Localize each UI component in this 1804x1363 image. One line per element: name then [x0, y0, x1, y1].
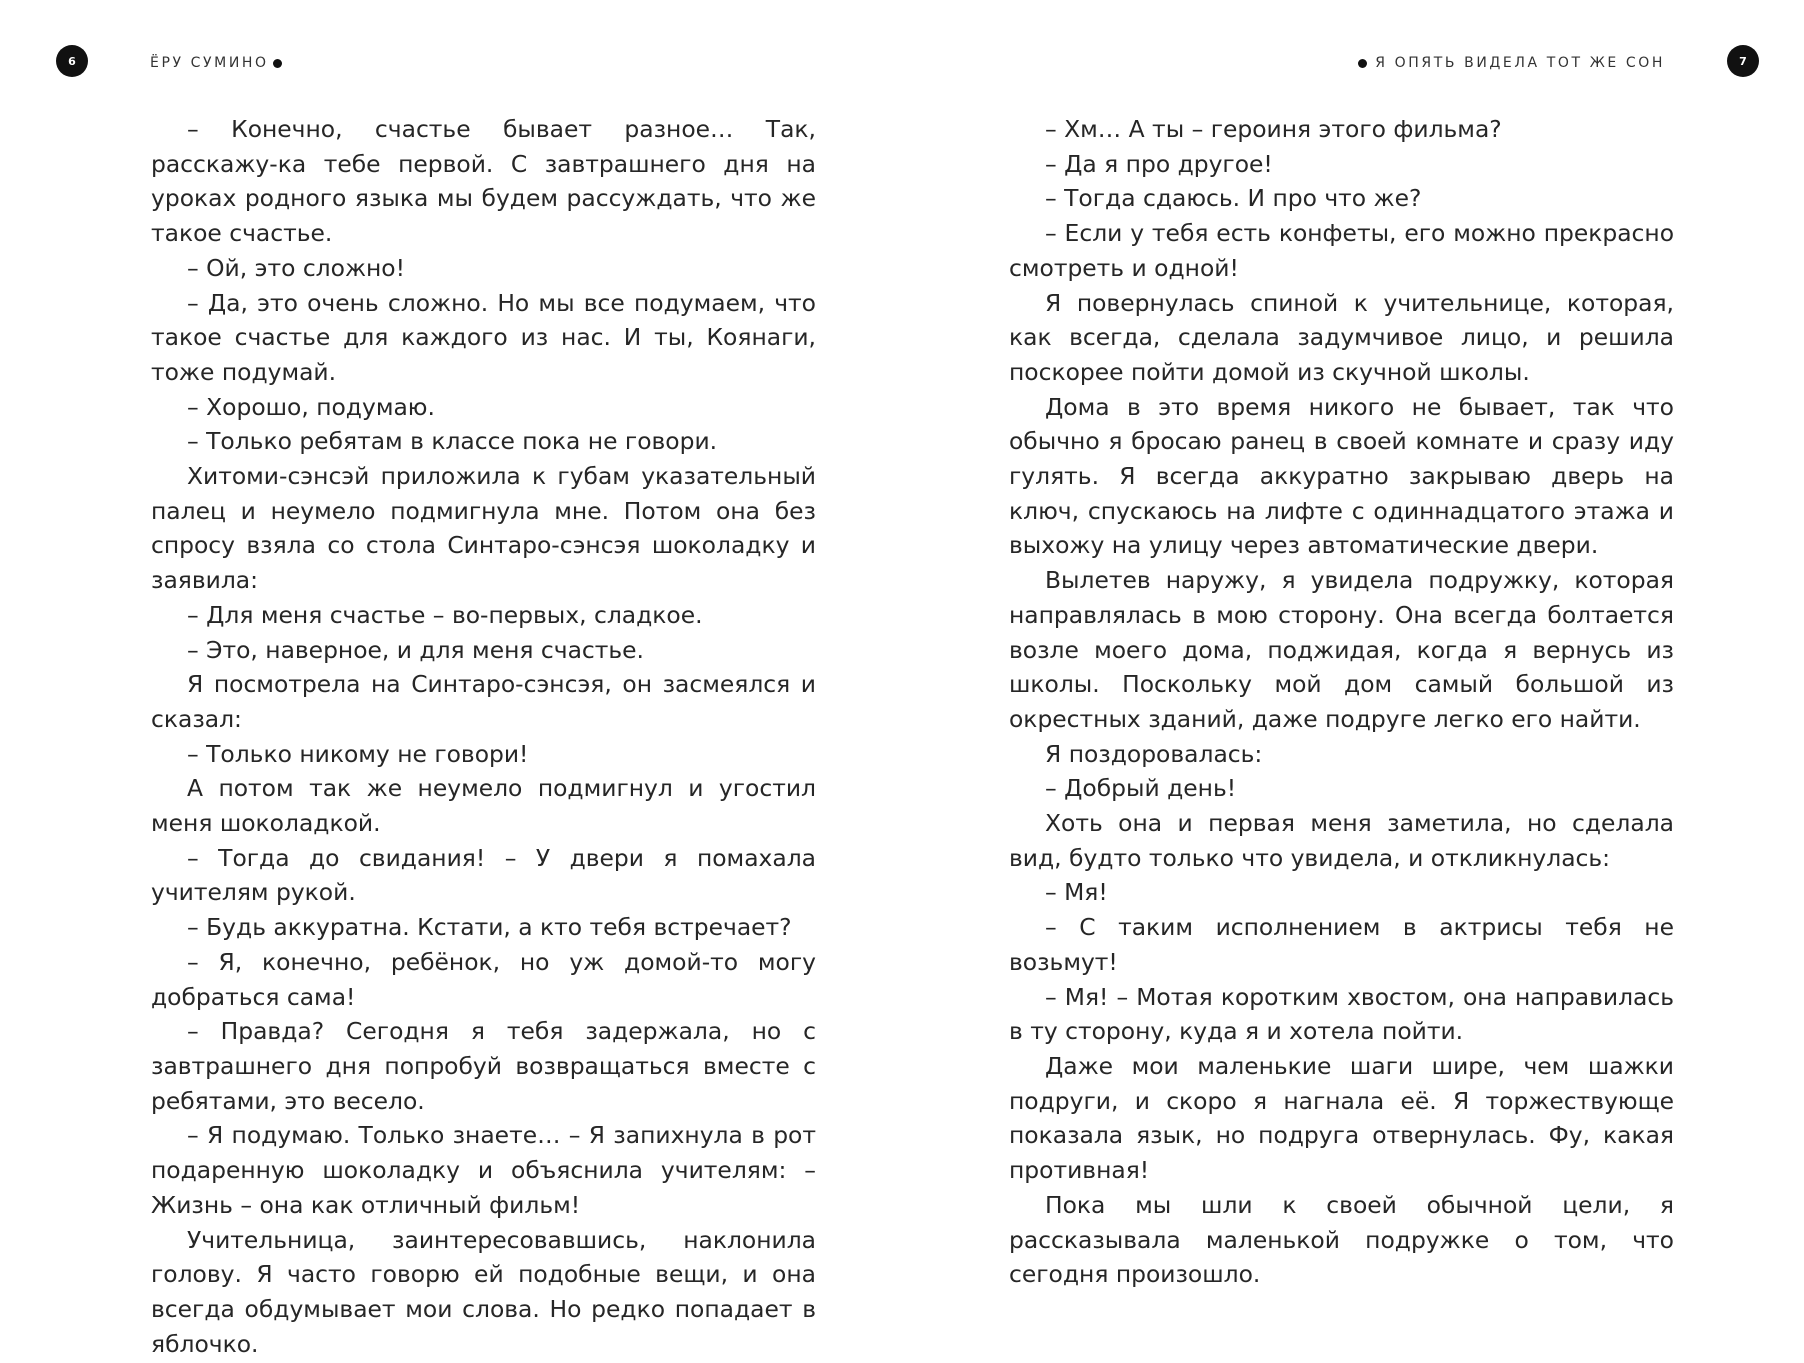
paragraph: – Тогда до свидания! – У двери я помахала учителям рукой.	[151, 843, 816, 907]
paragraph: – Это, наверное, и для меня счастье.	[187, 635, 644, 664]
paragraph: Даже мои маленькие шаги шире, чем шажки подруги, и скоро я нагнала её. Я торжествующе показала язык, но подруга отвернулась. Фу, какая противная!	[1009, 1051, 1674, 1185]
paragraph: – Да, это очень сложно. Но мы все подумаем, что такое счастье для каждого из нас. И ты, Коянаги, тоже подумай.	[151, 288, 816, 386]
paragraph: – Если у тебя есть конфеты, его можно прекрасно смотреть и одной!	[1009, 219, 1674, 282]
paragraph: – Хм… А ты – героиня этого фильма?	[1045, 115, 1502, 143]
paragraph: – С таким исполнением в актрисы тебя не возьмут!	[1009, 913, 1674, 976]
paragraph: Дома в это время никого не бывает, так что обычно я бросаю ранец в своей комнате и сразу иду гулять. Я всегда аккуратно закрываю дверь на ключ, спускаюсь на лифте с одиннадцатого этажа и выхожу на улицу через автоматические двери.	[1009, 392, 1674, 560]
book-title: Я ОПЯТЬ ВИДЕЛА ТОТ ЖЕ СОН	[1375, 55, 1665, 71]
paragraph: – Только никому не говори!	[187, 739, 529, 768]
paragraph: – Я подумаю. Только знаете… – Я запихнула в рот подаренную шоколадку и объяснила учителям: – Жизнь – она как отличный фильм!	[151, 1121, 816, 1219]
bullet-dot-icon	[273, 59, 282, 68]
paragraph: – Мя! – Мотая коротким хвостом, она направилась в ту сторону, куда я и хотела пойти.	[1009, 982, 1674, 1046]
paragraph: – Я, конечно, ребёнок, но уж домой-то могу добраться сама!	[151, 947, 816, 1011]
paragraph: – Хорошо, подумаю.	[187, 392, 435, 421]
paragraph: Я посмотрела на Синтаро-сэнсэя, он засмеялся и сказал:	[151, 670, 816, 733]
paragraph: – Только ребятам в классе пока не говори.	[187, 427, 718, 456]
paragraph: А потом так же неумело подмигнул и угостил меня шоколадкой.	[151, 774, 816, 838]
paragraph: – Ой, это сложно!	[187, 253, 405, 282]
paragraph: Учительница, заинтересовавшись, наклонила голову. Я часто говорю ей подобные вещи, и она всегда обдумывает мои слова. Но редко попадает в яблочко.	[151, 1225, 816, 1358]
author-name: ЁРУ СУМИНО	[150, 55, 269, 71]
running-head-right	[1358, 55, 1665, 71]
paragraph: – Да я про другое!	[1045, 149, 1273, 178]
running-head-left	[150, 55, 282, 71]
paragraph: – Правда? Сегодня я тебя задержала, но с завтрашнего дня попробуй возвращаться вместе с ребятами, это весело.	[151, 1017, 816, 1115]
paragraph: – Мя!	[1045, 878, 1108, 907]
page-number-right: 7	[1727, 45, 1759, 77]
paragraph: Я поздоровалась:	[1045, 739, 1263, 768]
paragraph: Вылетев наружу, я увидела подружку, которая направлялась в мою сторону. Она всегда болтается возле моего дома, поджидая, когда я вернусь из школы. Поскольку мой дом самый большой из окрестных зданий, даже подруге легко его найти.	[1009, 566, 1674, 733]
paragraph: – Для меня счастье – во-первых, сладкое.	[187, 600, 703, 629]
left-page-body	[151, 112, 816, 1361]
page-number-left: 6	[56, 45, 88, 77]
paragraph: – Конечно, счастье бывает разное… Так, расскажу-ка тебе первой. С завтрашнего дня на уроках родного языка мы будем рассуждать, что же такое счастье.	[151, 115, 816, 248]
bullet-dot-icon	[1358, 59, 1367, 68]
paragraph: Пока мы шли к своей обычной цели, я рассказывала маленькой подружке о том, что сегодня произошло.	[1009, 1190, 1674, 1289]
paragraph: Хоть она и первая меня заметила, но сделала вид, будто только что увидела, и откликнулась:	[1009, 809, 1674, 872]
paragraph: – Тогда сдаюсь. И про что же?	[1045, 184, 1422, 213]
paragraph: Хитоми-сэнсэй приложила к губам указательный палец и неумело подмигнула мне. Потом она без спросу взяла со стола Синтаро-сэнсэя шоколадку и заявила:	[151, 462, 816, 595]
right-page-body	[1009, 112, 1674, 1292]
paragraph: – Добрый день!	[1045, 774, 1237, 803]
paragraph: Я повернулась спиной к учительнице, которая, как всегда, сделала задумчивое лицо, и решила поскорее пойти домой из скучной школы.	[1009, 288, 1674, 386]
paragraph: – Будь аккуратна. Кстати, а кто тебя встречает?	[187, 913, 792, 942]
